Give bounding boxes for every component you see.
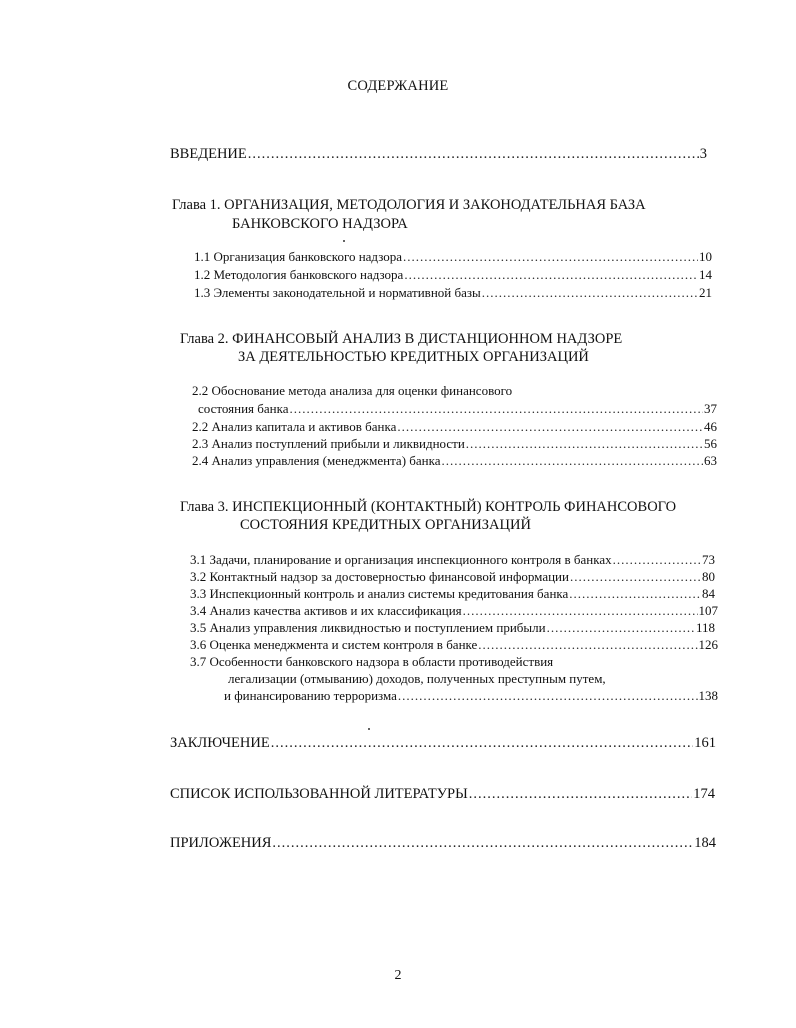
toc-entry-2-1-line1 (192, 382, 712, 399)
chapter-1-heading-line2: БАНКОВСКОГО НАДЗОРА (232, 216, 408, 232)
toc-entry-label: 3.6 Оценка менеджмента и систем контроля в банке (190, 637, 478, 652)
toc-entry-page: 46 (704, 419, 717, 434)
dot-leader (482, 284, 698, 301)
toc-entry-intro (170, 146, 707, 163)
toc-entry-bibliography (170, 786, 715, 803)
toc-entry-label: легализации (отмыванию) доходов, полученных преступным путем, (228, 671, 606, 686)
toc-entry-page: 161 (694, 735, 716, 751)
toc-entry-3-1 (190, 551, 715, 568)
toc-entry-1-3 (194, 284, 712, 301)
dot-leader (272, 835, 693, 852)
toc-entry-label: 3.2 Контактный надзор за достоверностью финансовой информации (190, 569, 569, 584)
toc-entry-page: 10 (699, 249, 712, 264)
toc-entry-label: 1.1 Организация банковского надзора (194, 249, 403, 264)
chapter-1-heading-line1: Глава 1. ОРГАНИЗАЦИЯ, МЕТОДОЛОГИЯ И ЗАКОНОДАТЕЛЬНАЯ БАЗА (172, 197, 646, 213)
dot-leader (613, 551, 701, 568)
toc-entry-3-6 (190, 636, 718, 653)
toc-entry-3-3 (190, 585, 715, 602)
dot-leader (466, 435, 703, 452)
scan-speck (368, 728, 370, 730)
toc-entry-page: 21 (699, 285, 712, 300)
toc-entry-label: 3.5 Анализ управления ликвидностью и поступлением прибыли (190, 620, 546, 635)
dot-leader (478, 636, 697, 653)
chapter-3-heading-line1: Глава 3. ИНСПЕКЦИОННЫЙ (КОНТАКТНЫЙ) КОНТРОЛЬ ФИНАНСОВОГО (180, 499, 677, 515)
toc-entry-page: 138 (698, 688, 718, 703)
toc-entry-conclusion (170, 735, 716, 752)
toc-entry-label: ВВЕДЕНИЕ (170, 146, 247, 162)
toc-entry-label: и финансированию терроризма (224, 688, 397, 703)
toc-entry-label: 3.3 Инспекционный контроль и анализ системы кредитования банка (190, 586, 569, 601)
chapter-2-heading-line1: Глава 2. ФИНАНСОВЫЙ АНАЛИЗ В ДИСТАНЦИОННОМ НАДЗОРЕ (180, 331, 623, 347)
toc-entry-page: 84 (702, 586, 715, 601)
toc-entry-label: ПРИЛОЖЕНИЯ (170, 835, 272, 851)
toc-entry-2-3 (192, 435, 717, 452)
toc-entry-label: ЗАКЛЮЧЕНИЕ (170, 735, 270, 751)
toc-entry-3-7-line2 (228, 670, 718, 687)
toc-entry-label: 2.2 Обоснование метода анализа для оценки финансового (192, 383, 513, 398)
dot-leader (404, 266, 698, 283)
dot-leader (570, 568, 701, 585)
toc-entry-3-7-line1 (190, 653, 715, 670)
toc-entry-label: 2.4 Анализ управления (менеджмента) банка (192, 453, 441, 468)
chapter-2-heading-line2: ЗА ДЕЯТЕЛЬНОСТЬЮ КРЕДИТНЫХ ОРГАНИЗАЦИЙ (238, 349, 589, 365)
dot-leader (442, 452, 703, 469)
toc-entry-1-2 (194, 266, 712, 283)
toc-entry-3-2 (190, 568, 715, 585)
toc-entry-page: 118 (695, 620, 715, 635)
toc-entry-label: СПИСОК ИСПОЛЬЗОВАННОЙ ЛИТЕРАТУРЫ (170, 786, 468, 802)
toc-entry-2-4 (192, 452, 717, 469)
toc-entry-3-4 (190, 602, 718, 619)
toc-entry-2-2 (192, 418, 717, 435)
scan-speck (343, 240, 345, 242)
chapter-3-heading-line2: СОСТОЯНИЯ КРЕДИТНЫХ ОРГАНИЗАЦИЙ (240, 517, 531, 533)
toc-entry-appendices (170, 835, 716, 852)
dot-leader (463, 602, 698, 619)
toc-entry-page: 73 (702, 552, 715, 567)
dot-leader (398, 687, 698, 704)
toc-entry-page: 37 (704, 401, 717, 416)
toc-entry-label: 1.2 Методология банковского надзора (194, 267, 404, 282)
toc-entry-label: 1.3 Элементы законодательной и нормативной базы (194, 285, 481, 300)
dot-leader (469, 786, 692, 803)
toc-entry-page: 184 (694, 835, 716, 851)
toc-entry-label: 3.1 Задачи, планирование и организация инспекционного контроля в банках (190, 552, 612, 567)
toc-entry-label: 2.3 Анализ поступлений прибыли и ликвидности (192, 436, 465, 451)
toc-entry-label: 3.7 Особенности банковского надзора в области противодействия (190, 654, 554, 669)
toc-entry-3-7 (224, 687, 718, 704)
toc-entry-2-1 (198, 400, 717, 417)
toc-entry-label: 3.4 Анализ качества активов и их классификация (190, 603, 462, 618)
toc-entry-page: 126 (698, 637, 718, 652)
dot-leader (248, 146, 699, 163)
toc-entry-label: состояния банка (198, 401, 289, 416)
toc-entry-page: 3 (699, 146, 707, 162)
dot-leader (569, 585, 701, 602)
toc-entry-3-5 (190, 619, 715, 636)
page-number: 2 (394, 968, 402, 983)
toc-entry-page: 14 (699, 267, 712, 282)
toc-entry-1-1 (194, 248, 712, 265)
dot-leader (547, 619, 695, 636)
toc-entry-page: 56 (704, 436, 717, 451)
toc-entry-page: 107 (698, 603, 718, 618)
toc-entry-label: 2.2 Анализ капитала и активов банка (192, 419, 397, 434)
dot-leader (289, 400, 703, 417)
toc-entry-page: 63 (704, 453, 717, 468)
dot-leader (271, 735, 694, 752)
toc-entry-page: 174 (693, 786, 715, 802)
dot-leader (403, 248, 698, 265)
toc-entry-page: 80 (702, 569, 715, 584)
dot-leader (397, 418, 703, 435)
toc-title: СОДЕРЖАНИЕ (347, 78, 449, 94)
